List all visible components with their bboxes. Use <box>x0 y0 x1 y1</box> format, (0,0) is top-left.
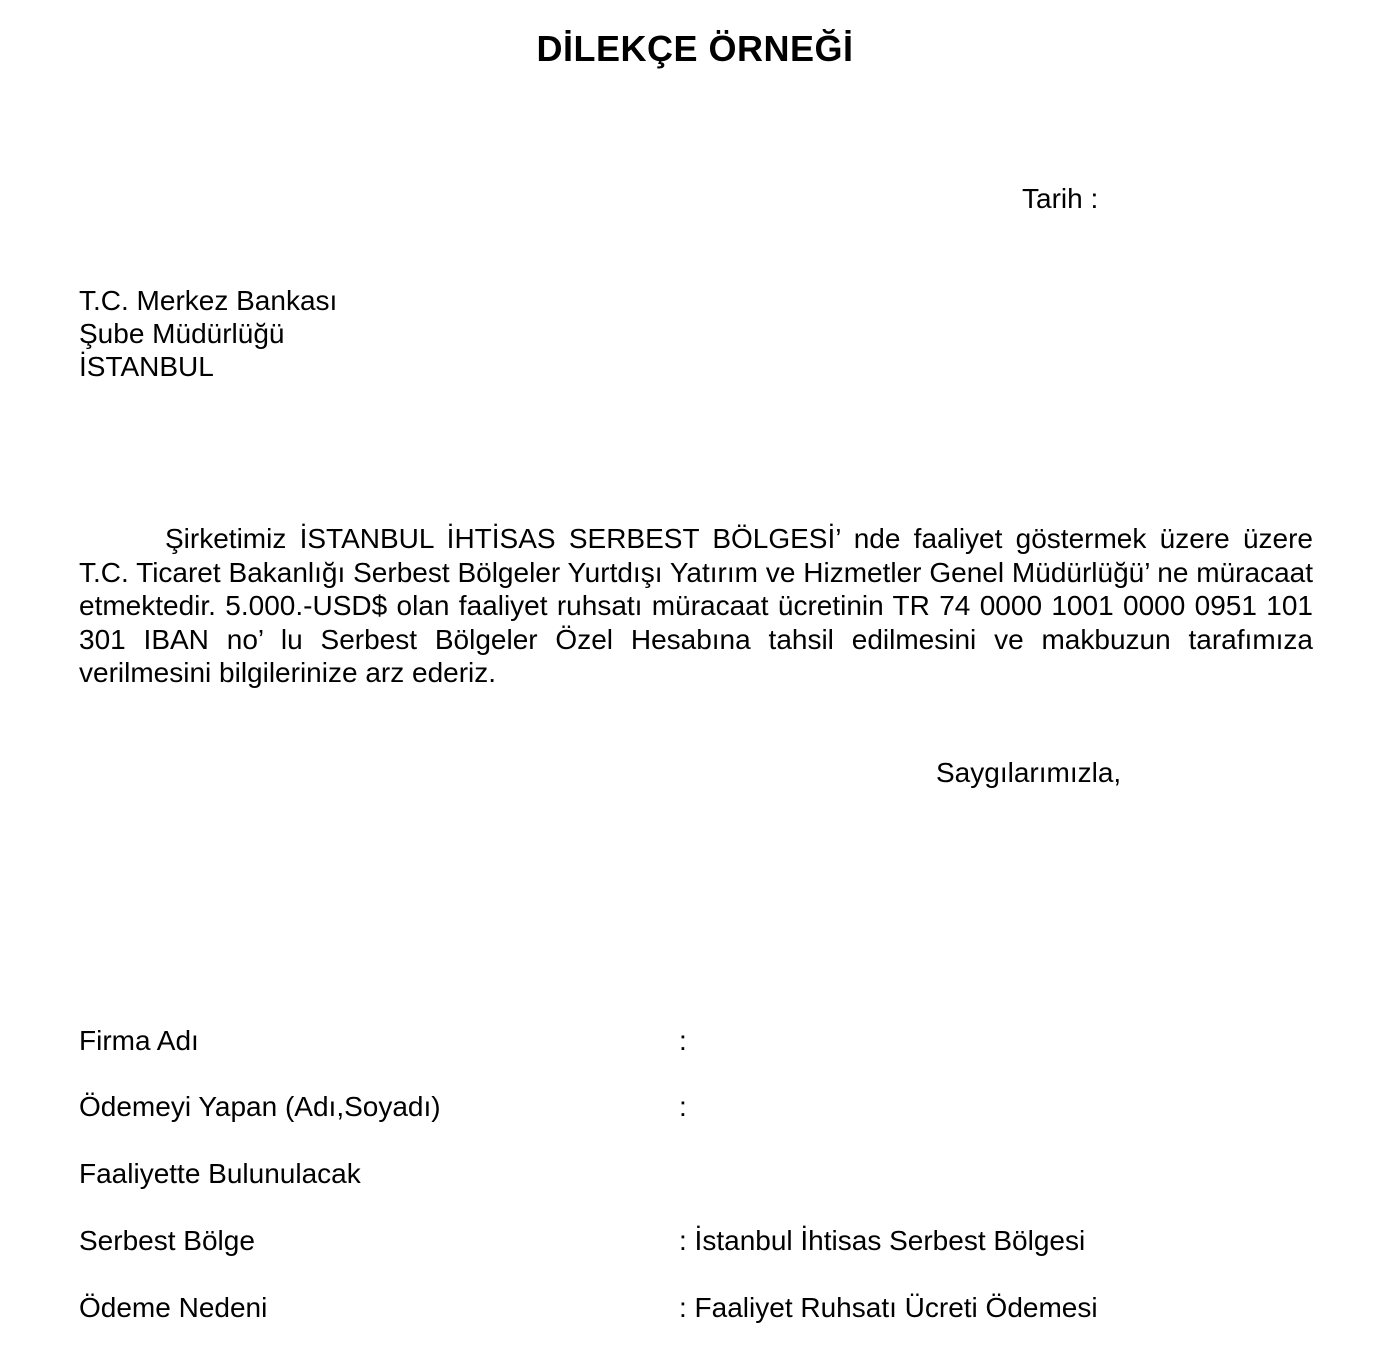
field-label: Ödemeyi Yapan (Adı,Soyadı) <box>79 1091 441 1122</box>
field-label: Firma Adı <box>79 1025 199 1056</box>
field-value: : İstanbul İhtisas Serbest Bölgesi <box>679 1225 1086 1256</box>
field-value: : Faaliyet Ruhsatı Ücreti Ödemesi <box>679 1292 1098 1323</box>
field-label: Serbest Bölge <box>79 1225 255 1256</box>
addressee-block <box>79 284 337 383</box>
petition-body: Şirketimiz İSTANBUL İHTİSAS SERBEST BÖLGESİ’ nde faaliyet göstermek üzere üzere T.C. Ticaret Bakanlığı Serbest Bölgeler Yurtdışı Yatırım ve Hizmetler Genel Müdürlüğü’ ne müracaat etmektedir. 5.000.-USD$ olan faaliyet ruhsatı müracaat ücretinin TR 74 0000 1001 0000 0951 101 301 IBAN no’ lu Serbest Bölgeler Özel Hesabına tahsil edilmesini ve makbuzun tarafımıza verilmesini bilgilerinize arz ederiz. <box>79 523 1313 688</box>
field-value: : <box>679 1025 687 1056</box>
date-label: Tarih : <box>1022 183 1099 214</box>
closing-salutation: Saygılarımızla, <box>936 757 1122 788</box>
document-title: DİLEKÇE ÖRNEĞİ <box>536 28 854 69</box>
addressee-line-bank: T.C. Merkez Bankası <box>79 285 338 316</box>
addressee-line-city: İSTANBUL <box>79 351 214 382</box>
field-label: Ödeme Nedeni <box>79 1292 268 1323</box>
field-value: : <box>679 1091 687 1122</box>
addressee-line-branch: Şube Müdürlüğü <box>79 318 285 349</box>
field-label: Faaliyette Bulunulacak <box>79 1158 361 1189</box>
